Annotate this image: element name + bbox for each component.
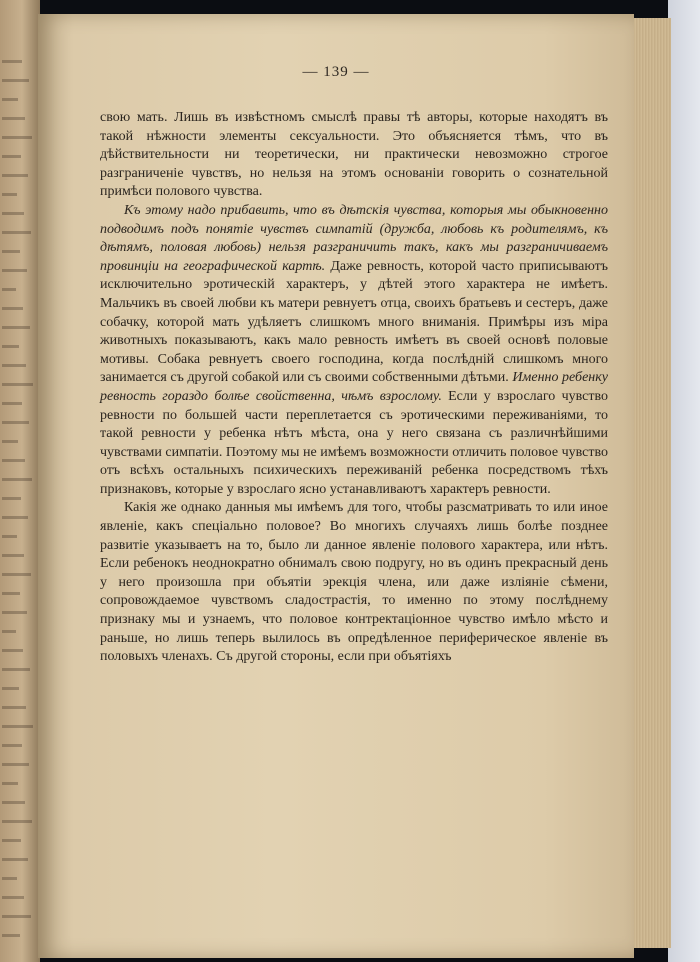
previous-page-text-fragment bbox=[2, 231, 31, 234]
previous-page-text-fragment bbox=[2, 554, 24, 557]
previous-page-text-fragment bbox=[2, 117, 25, 120]
previous-page-text-fragment bbox=[2, 440, 18, 443]
page-number: — 139 — bbox=[302, 64, 370, 80]
previous-page-text-fragment bbox=[2, 269, 27, 272]
previous-page-text-fragment bbox=[2, 288, 16, 291]
paragraph-2-italic-opening: Къ этому надо прибавить, что въ дѣтскія чувства, которыя мы обыкновенно подводимъ подъ понятіе чувствъ симпатій (дружба, любовь къ родителямъ, къ дѣтямъ, половая любовь) нельзя разграничить такъ, какъ мы разграничиваемъ провинціи на географической картѣ. bbox=[100, 202, 608, 274]
previous-page-text-fragment bbox=[2, 250, 20, 253]
previous-page-text-fragment bbox=[2, 383, 33, 386]
previous-page-text-fragment bbox=[2, 478, 32, 481]
previous-page-text-fragment bbox=[2, 915, 31, 918]
previous-page-text-fragment bbox=[2, 497, 21, 500]
previous-page-text-fragment bbox=[2, 402, 22, 405]
previous-page-text-fragment bbox=[2, 345, 19, 348]
previous-page-text-fragment bbox=[2, 877, 17, 880]
previous-page-text-fragment bbox=[2, 535, 17, 538]
previous-page-text-fragment bbox=[2, 459, 25, 462]
paragraph-1-text: свою мать. Лишь въ извѣстномъ смыслѣ правы тѣ авторы, которые находятъ въ такой нѣжности элементы сексуальности. Это объясняется тѣмъ, что въ дѣйствительности ни теоретически, ни практически невозможно строгое разграниченіе чувствъ, но нельзя на этомъ основаніи говорить о сознательной примѣси полового чувства. bbox=[100, 110, 608, 200]
previous-page-text-fragment bbox=[2, 934, 20, 937]
previous-page-text-fragment bbox=[2, 307, 23, 310]
previous-page-text-fragment bbox=[2, 174, 28, 177]
previous-page-text-fragment bbox=[2, 687, 19, 690]
previous-page-text-fragment bbox=[2, 98, 18, 101]
paragraph-2-italic-statement: Именно ребенку ревность гораздо болѣе свойственна, чѣмъ взрослому. bbox=[100, 370, 608, 404]
previous-page-text-fragment bbox=[2, 896, 24, 899]
previous-page-text-fragment bbox=[2, 801, 25, 804]
previous-page-text-fragment bbox=[2, 592, 20, 595]
paragraph-3-text: Какія же однако данныя мы имѣемъ для того, чтобы разсматривать то или иное явленіе, какъ спеціально половое? Во многихъ случаяхъ лишь болѣе позднее развитіе указываетъ на то, было ли данное явленіе полового характера, или нѣтъ. Если ребенокъ неоднократно обнималъ свою подругу, но въ одинъ прекрасный день у него произошла при объятіи эрекція члена, или даже изліяніе сѣмени, сопровождаемое чувствомъ сладострастія, то именно по этому послѣднему признаку мы и узнаемъ, что половое контректаціонное чувство имѣло мѣсто и раньше, но лишь теперь вылилось въ опредѣленное периферическое явленіе въ половыхъ членахъ. Съ другой стороны, если при объятіяхъ bbox=[100, 500, 608, 665]
previous-page-text-fragment bbox=[2, 573, 31, 576]
page-body bbox=[100, 109, 608, 667]
previous-page-text-fragment bbox=[2, 136, 32, 139]
previous-page-text-fragment bbox=[2, 630, 16, 633]
previous-page-text-fragment bbox=[2, 60, 22, 63]
previous-page-text-fragment bbox=[2, 326, 30, 329]
paragraph-1 bbox=[100, 109, 608, 202]
previous-page-text-fragment bbox=[2, 364, 26, 367]
previous-page-text-fragment bbox=[2, 744, 22, 747]
previous-page-text-fragment bbox=[2, 858, 28, 861]
previous-page-text-fragment bbox=[2, 193, 17, 196]
previous-page-text-fragment bbox=[2, 668, 30, 671]
previous-page-text-fragment bbox=[2, 155, 21, 158]
previous-page-text-fragment bbox=[2, 611, 27, 614]
backdrop bbox=[668, 0, 700, 962]
paragraph-2 bbox=[100, 202, 608, 500]
previous-page-text-fragment bbox=[2, 782, 18, 785]
previous-page-text-fragment bbox=[2, 706, 26, 709]
previous-page-text-fragment bbox=[2, 79, 29, 82]
previous-page-text-fragment bbox=[2, 421, 29, 424]
book-page bbox=[38, 14, 634, 958]
paragraph-3 bbox=[100, 499, 608, 666]
previous-page-edge bbox=[0, 0, 40, 962]
previous-page-text-fragment bbox=[2, 212, 24, 215]
previous-page-text-fragment bbox=[2, 725, 33, 728]
previous-page-text-fragment bbox=[2, 820, 32, 823]
paragraph-2-text-end: Если у взрослаго чувство ревности по большей части переплетается съ эротическими переживаніями, то такой ревности у ребенка нѣтъ мѣста, она у него связана съ различнѣйшими чувствами симпатіи. Поэтому мы не имѣемъ возможности отличить половое чувство отъ всѣхъ остальныхъ психическихъ переживаній ребенка посредствомъ тѣхъ признаковъ, которые у взрослаго ясно устанавливаютъ характеръ ревности. bbox=[100, 388, 608, 497]
previous-page-text-fragment bbox=[2, 839, 21, 842]
previous-page-text-fragment bbox=[2, 763, 29, 766]
paragraph-2-text: Даже ревность, которой часто приписываютъ исключительно эротическій характеръ, у дѣтей этого характера не имѣетъ. Мальчикъ въ своей любви къ матери ревнуетъ отца, своихъ братьевъ и сестеръ, даже собачку, которой мать удѣляетъ слишкомъ много вниманія. Примѣры изъ міра животныхъ показываютъ, какъ мало ревность имѣетъ въ своей основѣ половые мотивы. Собака ревнуетъ своего господина, когда послѣдній слишкомъ много занимается съ другой собакой или съ своими собственными дѣтьми. bbox=[100, 258, 608, 386]
previous-page-text-fragment bbox=[2, 516, 28, 519]
previous-page-text-fragment bbox=[2, 649, 23, 652]
